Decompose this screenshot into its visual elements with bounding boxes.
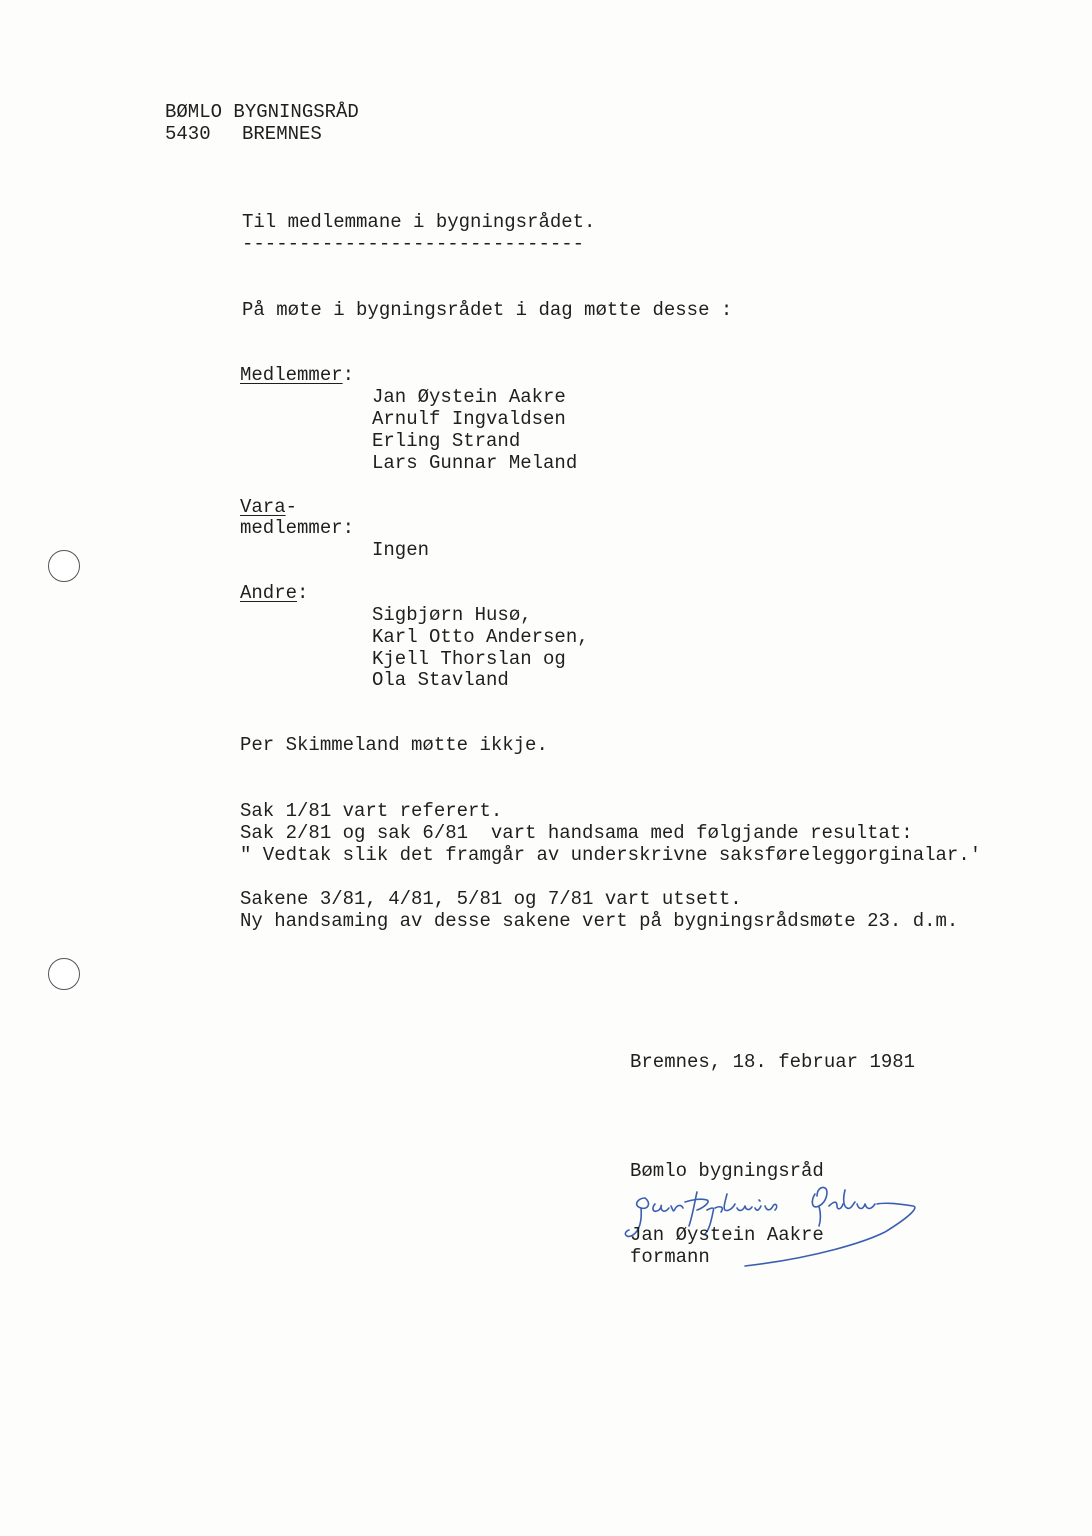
other-name: Sigbjørn Husø, (372, 604, 532, 626)
case-line: Sak 1/81 vart referert. (240, 800, 503, 822)
absent-line: Per Skimmeland møtte ikkje. (240, 734, 548, 756)
signature-signer: Jan Øystein Aakre (630, 1224, 824, 1246)
signature-title: formann (630, 1246, 710, 1268)
deputies-label: Vara (240, 496, 286, 518)
postponed-line: Ny handsaming av desse sakene vert på bygningsrådsmøte 23. d.m. (240, 910, 959, 932)
others-label-row (240, 583, 308, 604)
signature-org: Bømlo bygningsråd (630, 1160, 824, 1182)
sender-postal-code: 5430 (165, 123, 211, 145)
member-name: Arnulf Ingvaldsen (372, 408, 566, 430)
postponed-line: Sakene 3/81, 4/81, 5/81 og 7/81 vart utsett. (240, 888, 742, 910)
members-label-row (240, 365, 354, 386)
other-name: Karl Otto Andersen, (372, 626, 589, 648)
deputies-label-line1 (240, 497, 297, 518)
punch-hole-top (48, 550, 80, 582)
member-name: Lars Gunnar Meland (372, 452, 578, 474)
others-colon: : (297, 582, 309, 604)
recipient-line: Til medlemmane i bygningsrådet. (242, 211, 596, 233)
others-label: Andre (240, 582, 298, 604)
deputies-label-line2: medlemmer: (240, 517, 355, 539)
punch-hole-bottom (48, 958, 80, 990)
deputies-label-hyphen: - (285, 496, 298, 518)
deputies-value: Ingen (372, 539, 430, 561)
other-name: Kjell Thorslan og (372, 648, 566, 670)
case-line: Sak 2/81 og sak 6/81 vart handsama med følgjande resultat: (240, 822, 913, 844)
member-name: Jan Øystein Aakre (372, 386, 566, 408)
other-name: Ola Stavland (372, 669, 509, 691)
intro-line: På møte i bygningsrådet i dag møtte desse : (242, 299, 733, 321)
sender-name: BØMLO BYGNINGSRÅD (165, 101, 359, 123)
case-line: " Vedtak slik det framgår av underskrivne saksføreleggorginalar.' (240, 844, 982, 866)
members-label: Medlemmer (240, 364, 343, 386)
sender-place: BREMNES (242, 123, 322, 145)
recipient-rule: ------------------------------ (242, 233, 585, 255)
members-colon: : (342, 364, 355, 386)
member-name: Erling Strand (372, 430, 521, 452)
dateline: Bremnes, 18. februar 1981 (630, 1051, 916, 1073)
